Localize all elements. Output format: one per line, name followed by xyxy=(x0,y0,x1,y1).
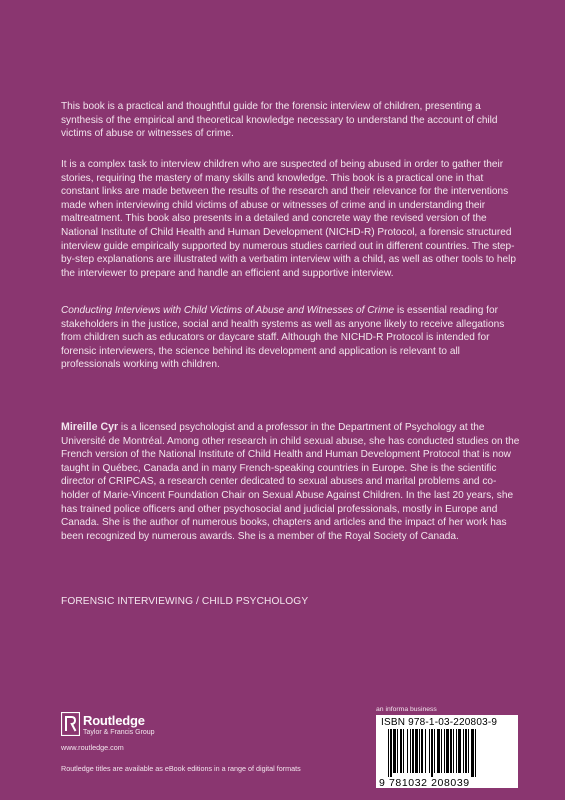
barcode-bar xyxy=(388,729,389,777)
barcode-bar xyxy=(475,729,476,777)
barcode-bar xyxy=(456,729,457,773)
publisher-url[interactable]: www.routledge.com xyxy=(61,743,124,752)
barcode-bar xyxy=(444,729,445,773)
barcode-bar xyxy=(415,729,418,773)
barcode-bar xyxy=(471,729,474,777)
subject-category: FORENSIC INTERVIEWING / CHILD PSYCHOLOGY xyxy=(61,596,309,607)
blurb-paragraph-2 xyxy=(61,158,521,280)
barcode-bar xyxy=(410,729,411,773)
publisher-block xyxy=(61,712,261,754)
barcode-bar xyxy=(434,729,435,773)
barcode-bar xyxy=(458,729,461,773)
author-name: Mireille Cyr xyxy=(61,421,119,433)
barcode-bar xyxy=(419,729,420,773)
barcode-bar xyxy=(468,729,469,773)
author-bio xyxy=(61,421,521,543)
informa-label: an informa business xyxy=(376,706,437,713)
blurb-text-3-rest: is essential reading for stakeholders in the justice, social and health systems as well as anyone likely to receive allegations from children such as educators or daycare staff. Although the NICHD-R Protocol is intended for forensic interviewers, the science behind its development and application is relevant to all professionals working with children. xyxy=(61,305,505,371)
publisher-name: Routledge xyxy=(83,713,145,728)
author-bio-text xyxy=(61,421,521,543)
barcode-bar xyxy=(425,729,426,773)
barcode-digits: 9 781032 208039 xyxy=(379,777,470,789)
barcode-bar xyxy=(390,729,392,777)
routledge-logo-icon xyxy=(61,712,80,736)
blurb-text-1: This book is a practical and thoughtful guide for the forensic interview of children, presenting a synthesis of the empirical and theoretical knowledge necessary to understand the account of child victims of abuse or witnesses of crime. xyxy=(61,101,498,140)
barcode-bar xyxy=(412,729,414,773)
barcode-bar xyxy=(465,729,467,773)
blurb-paragraph-1 xyxy=(61,100,521,141)
barcode-bar xyxy=(446,729,449,773)
barcode-bar xyxy=(403,729,404,773)
barcode-bar xyxy=(437,729,440,773)
barcode-bar xyxy=(397,729,398,773)
blurb-paragraph-3 xyxy=(61,304,521,372)
barcode-bar xyxy=(431,729,433,777)
blurb-text-2: It is a complex task to interview children who are suspected of being abused in order to gather their stories, requiring the mastery of many skills and knowledge. This book is a practical one in that constant links are made between the results of the research and their relevance for the interventions made when interviewing child victims of abuse or witnesses of crime and in understanding their maltreatment. This book also presents in a detailed and concrete way the revised version of the National Institute of Child Health and Human Development (NICHD-R) Protocol, a forensic structured interview guide empirically supported by numerous studies carried out in different countries. The step-by-step explanations are illustrated with a verbatim interview with a child, as well as other tools to help the interviewer to prepare and handle an efficient and supportive interview. xyxy=(61,159,517,279)
isbn-label: ISBN 978-1-03-220803-9 xyxy=(381,717,498,728)
barcode-bar xyxy=(393,729,396,773)
barcode-bar xyxy=(441,729,442,773)
barcode-bar xyxy=(421,729,423,773)
blurb-text-3 xyxy=(61,304,521,372)
barcode-box xyxy=(376,715,518,788)
barcode-bar xyxy=(453,729,454,773)
book-title-italic: Conducting Interviews with Child Victims of Abuse and Witnesses of Crime xyxy=(61,305,395,316)
barcode-bar xyxy=(400,729,402,773)
ebook-note: Routledge titles are available as eBook editions in a range of digital formats xyxy=(61,764,301,773)
barcode-icon xyxy=(382,729,512,777)
barcode-area xyxy=(376,706,518,788)
publisher-group: Taylor & Francis Group xyxy=(83,729,155,736)
barcode-bar xyxy=(450,729,452,773)
barcode-bar xyxy=(407,729,408,773)
barcode-bar xyxy=(463,729,464,773)
author-bio-body: is a licensed psychologist and a professor in the Department of Psychology at the Université de Montréal. Among other research in child sexual abuse, she has conducted studies on the French version of the National Institute of Child Health and Human Development Protocol that is now taught in Québec, Canada and in many French-speaking countries in Europe. She is the scientific director of CRIPCAS, a research center dedicated to sexual abuses and marital problems and co-holder of Marie-Vincent Foundation Chair on Sexual Abuse Against Children. In the last 20 years, she has trained police officers and other psychosocial and judicial professionals, mostly in Europe and Canada. She is the author of numerous books, chapters and articles and the impact of her work has been recognized by numerous awards. She is a member of the Royal Society of Canada. xyxy=(61,422,520,542)
barcode-bar xyxy=(429,729,430,773)
